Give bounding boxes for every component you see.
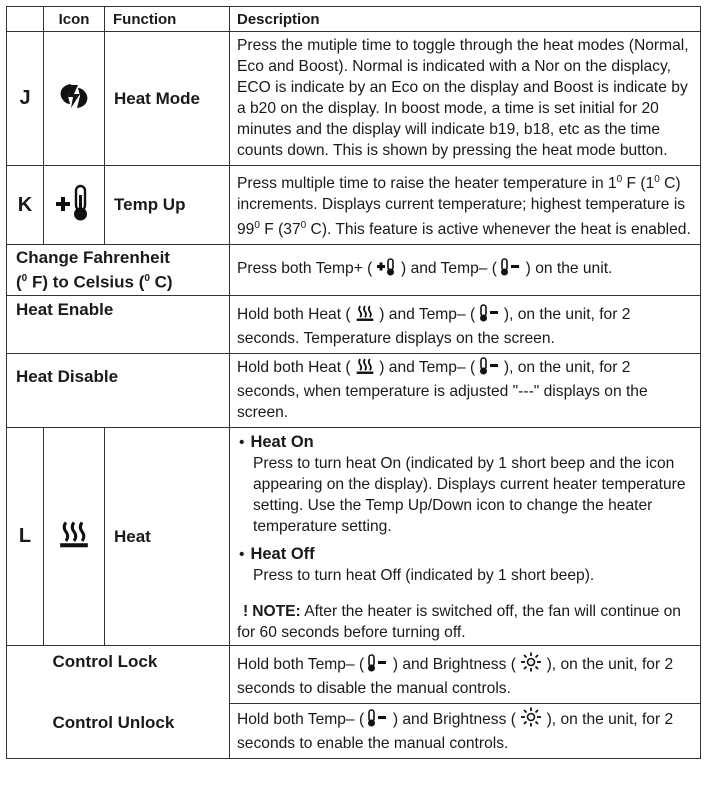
heat-inline-icon: [355, 357, 375, 381]
heat-on-text: Press to turn heat On (indicated by 1 short beep and the icon appearing on the display). Displays current heater temperature setting. Use the Temp Up/Down icon to change the heater temperature setting.: [253, 455, 686, 536]
header-icon: Icon: [44, 7, 105, 32]
function-heat-mode: Heat Mode: [105, 32, 230, 166]
temp-minus-inline-icon: [368, 709, 388, 733]
brightness-inline-icon: [520, 652, 542, 678]
controls-table: [6, 6, 701, 759]
temp-up-icon: [44, 166, 105, 245]
description-heat-enable: Hold both Heat ( ) and Temp– ( ), on the unit, for 2 seconds. Temperature displays on the screen.: [230, 296, 701, 354]
row-letter-j: J: [7, 32, 44, 166]
function-heat: Heat: [105, 428, 230, 646]
temp-minus-inline-icon: [501, 258, 521, 282]
description-heat-disable: Hold both Heat ( ) and Temp– ( ), on the unit, for 2 seconds, when temperature is adjusted "---" displays on the screen.: [230, 354, 701, 428]
temp-minus-inline-icon: [480, 357, 500, 381]
function-control-lock: Control Lock: [44, 646, 230, 704]
header-row: [7, 7, 701, 32]
heat-inline-icon: [355, 304, 375, 328]
function-heat-disable: Heat Disable: [7, 354, 230, 428]
row-heat-disable: [7, 354, 701, 428]
heat-note: ! NOTE: After the heater is switched off, the fan will continue on for 60 seconds before turning off.: [237, 603, 681, 642]
function-temp-up: Temp Up: [105, 166, 230, 245]
function-heat-enable: Heat Enable: [7, 296, 230, 354]
heat-on-item: • Heat On: [239, 433, 314, 452]
description-temp-up: Press multiple time to raise the heater temperature in $1^0$ F ($1^0$ C) increments. Displays current temperature; highest temperature is $99^0$ F ($37^0$ C). This feature is active whenever the heat is enabled.: [230, 166, 701, 245]
description-heat: [230, 428, 701, 646]
temp-minus-inline-icon: [480, 304, 500, 328]
row-control-unlock: [7, 704, 701, 759]
description-control-unlock: Hold both Temp– ( ) and Brightness ( ), on the unit, for 2 seconds to enable the manual controls.: [230, 704, 701, 759]
header-description: Description: [230, 7, 701, 32]
row-temp-up: [7, 166, 701, 245]
header-letter: [7, 7, 44, 32]
temp-minus-inline-icon: [368, 654, 388, 678]
row-change-units: [7, 245, 701, 296]
row-control-lock: [7, 646, 701, 704]
row-heat: [7, 428, 701, 646]
function-change-units: Change Fahrenheit ($^0$ F) to Celsius ($^0$ C): [7, 245, 230, 296]
heat-icon: [44, 428, 105, 646]
heat-off-text: Press to turn heat Off (indicated by 1 short beep).: [253, 567, 595, 585]
row-letter-k: K: [7, 166, 44, 245]
function-control-unlock: Control Unlock: [44, 704, 230, 759]
description-heat-mode: Press the mutiple time to toggle through the heat modes (Normal, Eco and Boost). Normal is indicated with a Nor on the displacy, ECO is indicate by an Eco on the display and Boost is indicate by a b20 on the display. In boost mode, a time is set initial for 20 minutes and the display will indicate b19, b18, etc as the time counts down. This is shown by pressing the heat mode button.: [230, 32, 701, 166]
warning-icon: !: [243, 603, 249, 621]
heat-mode-icon: [44, 32, 105, 166]
header-function: Function: [105, 7, 230, 32]
description-change-units: Press both Temp+ ( ) and Temp– ( ) on the unit.: [230, 245, 701, 296]
brightness-inline-icon: [520, 707, 542, 733]
description-control-lock: Hold both Temp– ( ) and Brightness ( ), on the unit, for 2 seconds to disable the manual controls.: [230, 646, 701, 704]
row-letter-l: L: [7, 428, 44, 646]
temp-plus-inline-icon: [377, 258, 397, 282]
heat-off-item: • Heat Off: [239, 545, 315, 564]
row-heat-mode: [7, 32, 701, 166]
row-heat-enable: [7, 296, 701, 354]
